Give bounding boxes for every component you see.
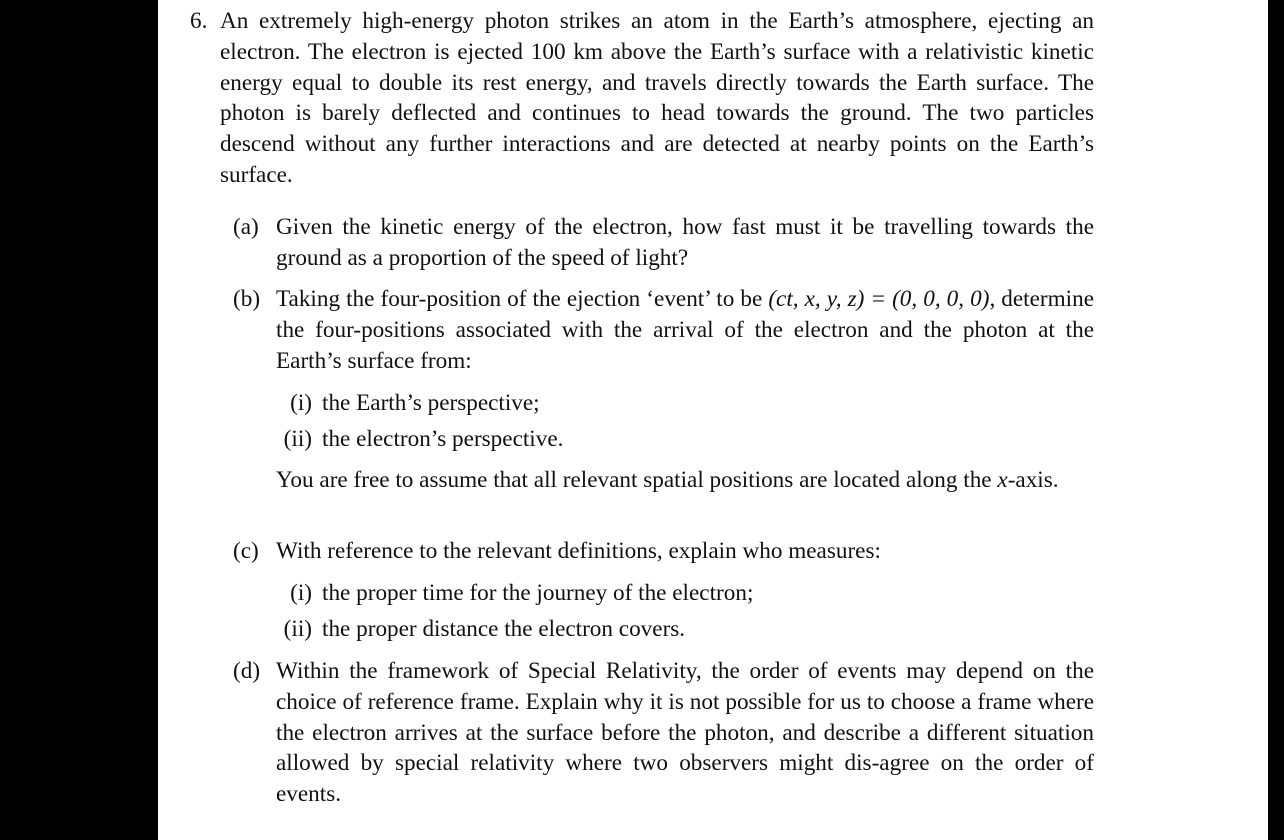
part-b-sub-ii-label: (ii): [283, 426, 312, 452]
part-d-text: Within the framework of Special Relativity, the order of events may depend on the choice of reference frame. Explain why it is not possible for us to choose a frame where the electron arrives at the surface before the photon, and describe a different situation allowed by special relativity where two observers might dis-agree on the order of events.: [276, 658, 1094, 808]
part-d: [233, 656, 1094, 810]
x-axis-variable: x: [997, 467, 1008, 493]
part-c-sub-ii-label: (ii): [283, 616, 312, 642]
part-b-text-post: , determine the four-positions associated with the arrival of the electron and the photon at the Earth’s surface from:: [276, 286, 1094, 374]
part-b-sub-i-text: the Earth’s perspective;: [322, 390, 540, 416]
part-c-sub-i-text: the proper time for the journey of the electron;: [322, 580, 754, 606]
four-position-math: (ct, x, y, z) = (0, 0, 0, 0): [768, 286, 990, 312]
part-c-sub-ii: [276, 614, 1094, 645]
part-c: [233, 536, 1094, 567]
part-c-label: (c): [233, 538, 259, 564]
part-a-label: (a): [233, 214, 259, 240]
part-b-sub-ii-text: the electron’s perspective.: [322, 426, 564, 452]
part-c-sub-ii-text: the proper distance the electron covers.: [322, 616, 686, 642]
part-a: [233, 212, 1094, 274]
part-b-sub-i-label: (i): [290, 390, 312, 416]
question-6: [190, 6, 1094, 191]
part-b-label: (b): [233, 286, 261, 312]
part-b-note-post: -axis.: [1007, 467, 1059, 493]
part-c-text: With reference to the relevant definitions, explain who measures:: [276, 538, 881, 564]
document-page: [158, 0, 1268, 840]
question-number: 6.: [190, 8, 208, 34]
part-b-note-pre: You are free to assume that all relevant spatial positions are located along the: [276, 467, 998, 493]
part-a-text: Given the kinetic energy of the electron, how fast must it be travelling towards the ground as a proportion of the speed of light?: [276, 214, 1094, 271]
part-c-sub-i-label: (i): [290, 580, 312, 606]
part-b-text: [276, 284, 1094, 376]
part-b-text-pre: Taking the four-position of the ejection ‘event’ to be: [276, 286, 769, 312]
part-b-sub-i: [276, 388, 1094, 419]
part-b-sub-ii: [276, 424, 1094, 455]
part-b: [233, 284, 1094, 376]
part-d-label: (d): [233, 658, 261, 684]
part-b-note: [276, 465, 1094, 496]
question-text: An extremely high-energy photon strikes an atom in the Earth’s atmosphere, ejecting an electron. The electron is ejected 100 km above the Earth’s surface with a relativistic kinetic energy equal to double its rest energy, and travels directly towards the Earth surface. The photon is barely deflected and continues to head towards the ground. The two particles descend without any further interactions and are detected at nearby points on the Earth’s surface.: [220, 8, 1094, 188]
part-c-sub-i: [276, 578, 1094, 609]
